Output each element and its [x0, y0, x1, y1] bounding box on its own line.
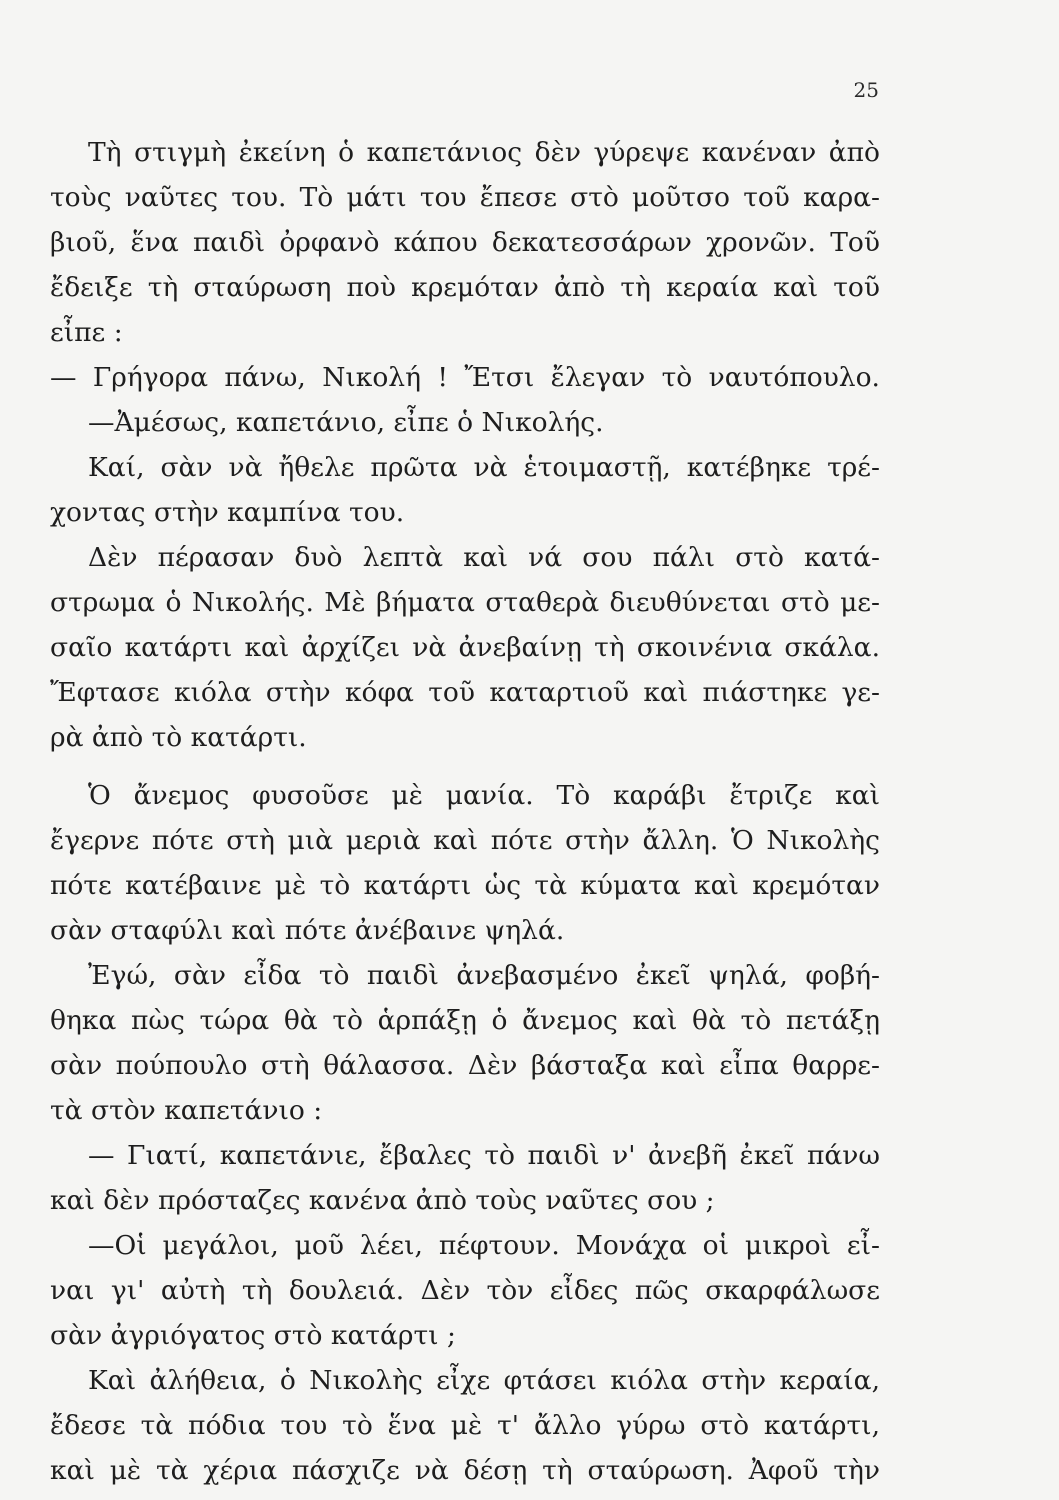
text-line: Δὲν πέρασαν δυὸ λεπτὰ καὶ νά σου πάλι στὸ κατά-	[88, 542, 880, 573]
text-line: Ἔφτασε κιόλα στὴν κόφα τοῦ καταρτιοῦ καὶ πιάστηκε γε-	[50, 677, 880, 708]
text-line: ἔγερνε πότε στὴ μιὰ μεριὰ καὶ πότε στὴν ἄλλη. Ὁ Νικολὴς	[50, 825, 880, 856]
text-body	[50, 130, 880, 1493]
text-line: εἶπε :	[50, 317, 123, 348]
text-line: — Γρήγορα πάνω, Νικολή ! Ἔτσι ἔλεγαν τὸ ναυτόπουλο.	[50, 362, 880, 393]
text-line: ρὰ ἀπὸ τὸ κατάρτι.	[50, 722, 307, 753]
text-line: πότε κατέβαινε μὲ τὸ κατάρτι ὡς τὰ κύματα καὶ κρεμόταν	[50, 870, 880, 901]
text-line: Ὁ ἄνεμος φυσοῦσε μὲ μανία. Τὸ καράβι ἔτριζε καὶ	[88, 780, 880, 811]
text-line: σαῖο κατάρτι καὶ ἀρχίζει νὰ ἀνεβαίνῃ τὴ σκοινένια σκάλα.	[50, 632, 880, 663]
text-line: σὰν πούπουλο στὴ θάλασσα. Δὲν βάσταξα καὶ εἶπα θαρρε-	[50, 1050, 880, 1081]
text-line: τὰ στὸν καπετάνιο :	[50, 1095, 323, 1126]
text-line: —Ἀμέσως, καπετάνιο, εἶπε ὁ Νικολής.	[88, 407, 604, 438]
text-line: Τὴ στιγμὴ ἐκείνη ὁ καπετάνιος δὲν γύρεψε κανέναν ἀπὸ	[88, 137, 880, 168]
text-line: ναι γι' αὐτὴ τὴ δουλειά. Δὲν τὸν εἶδες πῶς σκαρφάλωσε	[50, 1275, 880, 1306]
text-line: Καὶ ἀλήθεια, ὁ Νικολὴς εἶχε φτάσει κιόλα στὴν κεραία,	[88, 1365, 880, 1396]
text-line: βιοῦ, ἕνα παιδὶ ὀρφανὸ κάπου δεκατεσσάρων χρονῶν. Τοῦ	[50, 227, 880, 258]
text-line: θηκα πὼς τώρα θὰ τὸ ἁρπάξῃ ὁ ἄνεμος καὶ θὰ τὸ πετάξῃ	[50, 1005, 880, 1036]
text-line: —Οἱ μεγάλοι, μοῦ λέει, πέφτουν. Μονάχα οἱ μικροὶ εἶ-	[88, 1230, 880, 1261]
text-line: τοὺς ναῦτες του. Τὸ μάτι του ἔπεσε στὸ μοῦτσο τοῦ καρα-	[50, 182, 880, 213]
page-number: 25	[853, 78, 879, 102]
text-line: ἔδειξε τὴ σταύρωση ποὺ κρεμόταν ἀπὸ τὴ κεραία καὶ τοῦ	[50, 272, 880, 303]
text-line: ἔδεσε τὰ πόδια του τὸ ἕνα μὲ τ' ἄλλο γύρω στὸ κατάρτι,	[50, 1410, 880, 1441]
paragraph-gap	[50, 760, 880, 773]
text-line: στρωμα ὁ Νικολής. Μὲ βήματα σταθερὰ διευθύνεται στὸ με-	[50, 587, 880, 618]
text-line: καὶ δὲν πρόσταζες κανένα ἀπὸ τοὺς ναῦτες σου ;	[50, 1185, 715, 1216]
text-line: σὰν σταφύλι καὶ πότε ἀνέβαινε ψηλά.	[50, 915, 565, 946]
text-line: σὰν ἀγριόγατος στὸ κατάρτι ;	[50, 1320, 456, 1351]
text-line: καὶ μὲ τὰ χέρια πάσχιζε νὰ δέσῃ τὴ σταύρωση. Ἀφοῦ τὴν	[50, 1455, 880, 1486]
text-line: χοντας στὴν καμπίνα του.	[50, 497, 405, 528]
text-line: — Γιατί, καπετάνιε, ἔβαλες τὸ παιδὶ ν' ἀνεβῆ ἐκεῖ πάνω	[88, 1140, 880, 1171]
text-line: Καί, σὰν νὰ ἤθελε πρῶτα νὰ ἑτοιμαστῇ, κατέβηκε τρέ-	[88, 452, 880, 483]
text-line: Ἐγώ, σὰν εἶδα τὸ παιδὶ ἀνεβασμένο ἐκεῖ ψηλά, φοβή-	[88, 960, 880, 991]
